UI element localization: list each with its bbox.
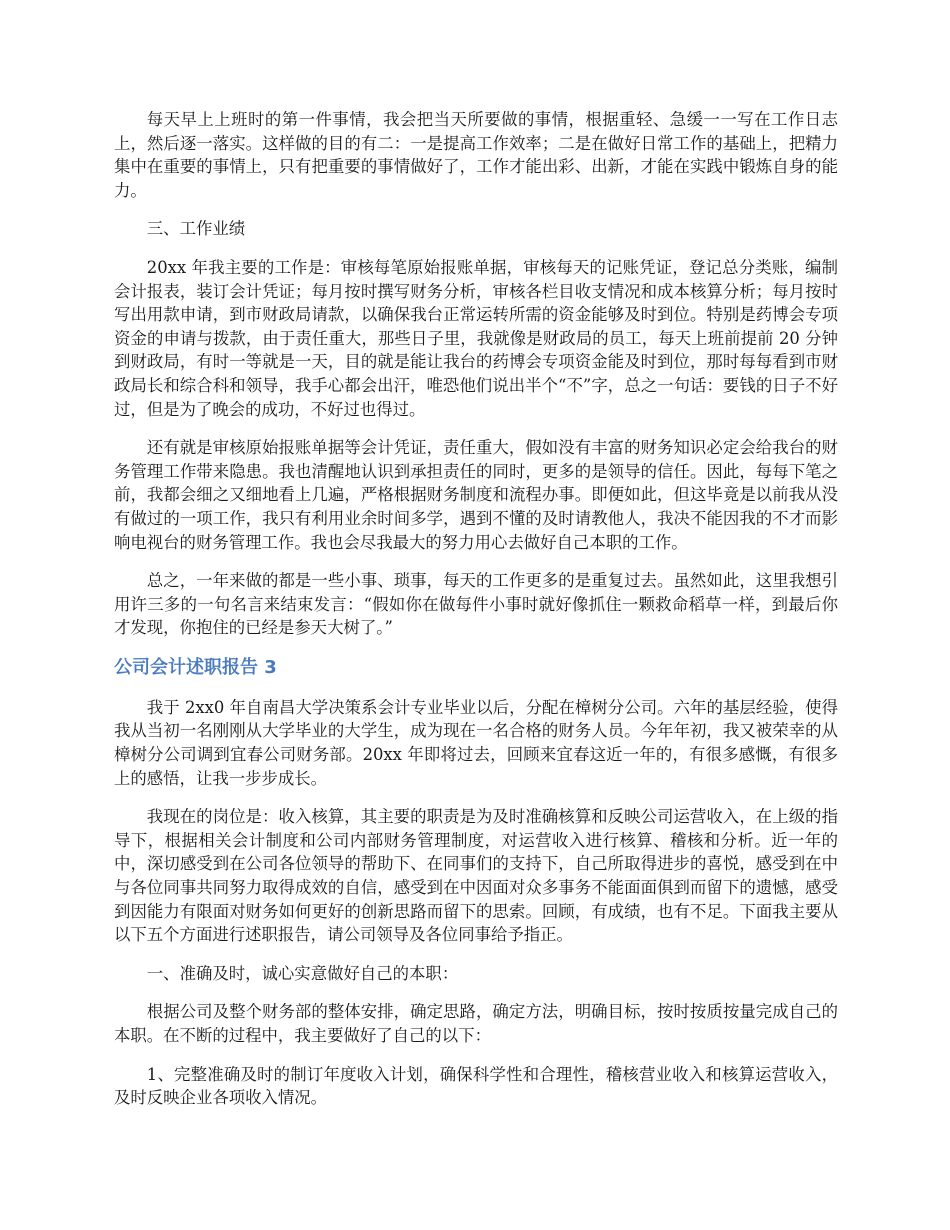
paragraph: 我于 2xx0 年自南昌大学决策系会计专业毕业以后，分配在樟树分公司。六年的基层经验，使得我从当初一名刚刚从大学毕业的大学生，成为现在一名合格的财务人员。今年年初，我又被荣幸的从樟树分公司调到宜春公司财务部。20xx 年即将过去，回顾来宜春这近一年的，有很多感慨，有很多上的感悟，让我一步步成长。 [114,697,838,788]
paragraph: 20xx 年我主要的工作是：审核每笔原始报账单据，审核每天的记账凭证，登记总分类账，编制会计报表，装订会计凭证；每月按时撰写财务分析，审核各栏目收支情况和成本核算分析；每月按时写出用款申请，到市财政局请款，以确保我台正常运转所需的资金能够及时到位。特别是药博会专项资金的申请与拨款，由于责任重大，那些日子里，我就像是财政局的员工，每天上班前提前 20 分钟到财政局，有时一等就是一天，目的就是能让我台的药博会专项资金能及时到位，那时每每看到市财政局长和综合科和领导，我手心都会出汗，唯恐他们说出半个“不”字，总之一句话：要钱的日子不好过，但是为了晚会的成功，不好过也得过。 [114,257,838,419]
paragraph: 还有就是审核原始报账单据等会计凭证，责任重大，假如没有丰富的财务知识必定会给我台的财务管理工作带来隐患。我也清醒地认识到承担责任的同时，更多的是领导的信任。因此，每每下笔之前，我都会细之又细地看上几遍，严格根据财务制度和流程办事。即便如此，但这毕竟是以前我从没有做过的一项工作，我只有利用业余时间多学，遇到不懂的及时请教他人，我决不能因我的不才而影响电视台的财务管理工作。我也会尽我最大的努力用心去做好自己本职的工作。 [114,438,838,552]
section-title-work-achievements: 三、工作业绩 [146,219,246,239]
section-title-duties: 一、准确及时，诚心实意做好自己的本职： [146,963,459,983]
paragraph: 总之，一年来做的都是一些小事、琐事，每天的工作更多的是重复过去。虽然如此，这里我想引用许三多的一句名言来结束发言：“假如你在做每件小事时就好像抓住一颗救命稻草一样，到最后你才发现，你抱住的已经是参天大树了。” [114,571,838,638]
paragraph: 每天早上上班时的第一件事情，我会把当天所要做的事情，根据重轻、急缓一一写在工作日志上，然后逐一落实。这样做的目的有二：一是提高工作效率；二是在做好日常工作的基础上，把精力集中在重要的事情上，只有把重要的事情做好了，工作才能出彩、出新，才能在实践中锻炼自身的能力。 [114,110,838,200]
list-item: 1、完整准确及时的制订年度收入计划，确保科学性和合理性，稽核营业收入和核算运营收入，及时反映企业各项收入情况。 [114,1064,838,1108]
report-heading: 公司会计述职报告 3 [114,656,277,678]
paragraph: 我现在的岗位是：收入核算，其主要的职责是为及时准确核算和反映公司运营收入，在上级的指导下，根据相关会计制度和公司内部财务管理制度，对运营收入进行核算、稽核和分析。近一年的中，深切感受到在公司各位领导的帮助下、在同事们的支持下，自己所取得进步的喜悦，感受到在中与各位同事共同努力取得成效的自信，感受到在中因面对众多事务不能面面俱到而留下的遗憾，感受到因能力有限面对财务如何更好的创新思路而留下的思索。回顾，有成绩，也有不足。下面我主要从以下五个方面进行述职报告，请公司领导及各位同事给予指正。 [114,807,838,945]
paragraph: 根据公司及整个财务部的整体安排，确定思路，确定方法，明确目标，按时按质按量完成自己的本职。在不断的过程中，我主要做好了自己的以下： [114,1002,838,1045]
document-body [114,108,838,1125]
